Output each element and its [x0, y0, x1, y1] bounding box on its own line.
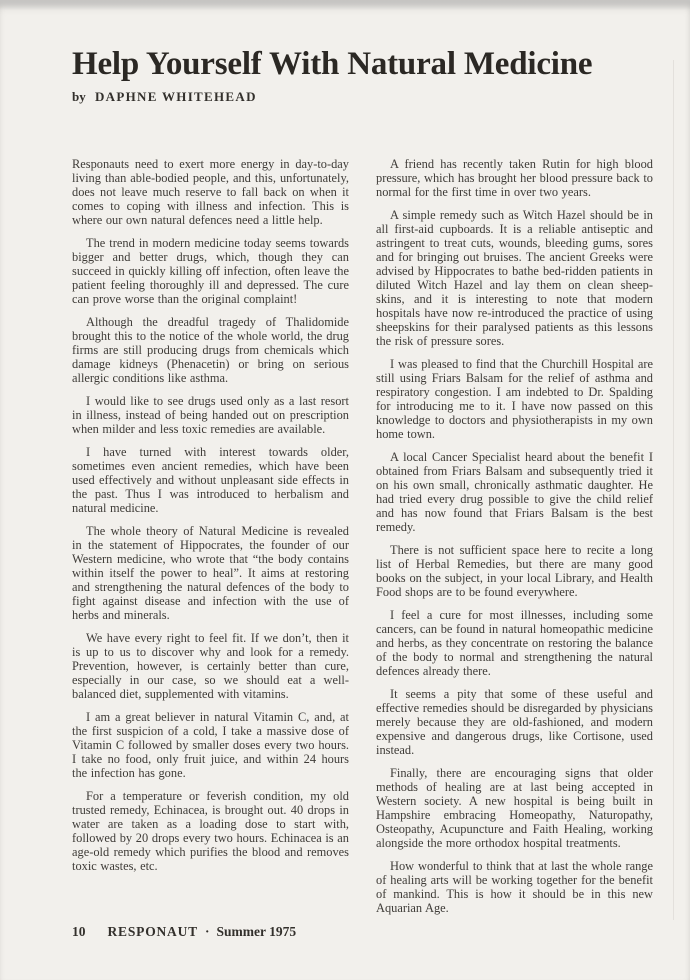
journal-name: RESPONAUT [107, 924, 198, 939]
article-body [72, 157, 690, 915]
paragraph: Responauts need to exert more energy in day-to-day living than able-bodied people, and this, unfortunately, does not leave much reserve to fall back on when it comes to coping with illness and infection. This is where our own natural defences need a little help. [72, 157, 349, 228]
paragraph: A friend has recently taken Rutin for high blood pressure, which has brought her blood pressure back to normal for the first time in over two years. [376, 157, 653, 200]
article-title: Help Yourself With Natural Medicine [72, 46, 593, 82]
paragraph: The trend in modern medicine today seems towards bigger and better drugs, which, though they can succeed in quickly killing off infection, often leave the patient feeling thoroughly ill and depressed. The cure can prove worse than the original complaint! [72, 236, 349, 307]
byline-prefix: by [72, 89, 86, 105]
issue-date: Summer 1975 [216, 924, 297, 939]
paragraph: A local Cancer Specialist heard about the benefit I obtained from Friars Balsam and subsequently tried it on his own small, chronically asthmatic daughter. He had tried every drug possible to give the child relief and has now found that Friars Balsam is the best remedy. [376, 450, 653, 535]
paragraph: For a temperature or feverish condition, my old trusted remedy, Echinacea, is brought out. 40 drops in water are taken as a loading dose to start with, followed by 20 drops every two hours. Echinacea is an age-old remedy which purifies the blood and removes toxic wastes, etc. [72, 789, 349, 874]
column-left [72, 157, 349, 915]
paragraph: It seems a pity that some of these useful and effective remedies should be disregarded by physicians merely because they are old-fashioned, and modern expensive and dangerous drugs, like Cortisone, used instead. [376, 687, 653, 758]
paragraph: The whole theory of Natural Medicine is revealed in the statement of Hippocrates, the founder of our Western medicine, who wrote that “the body contains within itself the power to heal”. It aims at restoring and strengthening the natural defences of the body to fight against disease and infection with the use of herbs and minerals. [72, 524, 349, 623]
footer-separator: · [204, 924, 210, 939]
paragraph: How wonderful to think that at last the whole range of healing arts will be working together for the benefit of mankind. This is how it should be in this new Aquarian Age. [376, 859, 653, 916]
paragraph: I was pleased to find that the Churchill Hospital are still using Friars Balsam for the relief of asthma and respiratory congestion. I am indebted to Dr. Spalding for introducing me to it. I have now passed on this knowledge to doctors and physiotherapists in my own home town. [376, 357, 653, 442]
paragraph: We have every right to feel fit. If we don’t, then it is up to us to discover why and look for a remedy. Prevention, however, is certainly better than cure, especially in our case, so we should eat a well-balanced diet, supplemented with vitamins. [72, 631, 349, 702]
paragraph: Finally, there are encouraging signs that older methods of healing are at last being accepted in Western society. A new hospital is being built in Hampshire embracing Homeopathy, Naturopathy, Osteopathy, Acupuncture and Faith Healing, working alongside the more orthodox hospital treatments. [376, 766, 653, 851]
byline-author: DAPHNE WHITEHEAD [94, 89, 257, 105]
paragraph: There is not sufficient space here to recite a long list of Herbal Remedies, but there are many good books on the subject, in your local Library, and Health Food shops are to be found everywhere. [376, 543, 653, 600]
column-right [376, 157, 653, 915]
page-footer [72, 924, 296, 940]
paragraph: I am a great believer in natural Vitamin C, and, at the first suspicion of a cold, I take a massive dose of Vitamin C followed by smaller doses every two hours. I take no food, only fruit juice, and within 24 hours the infection has gone. [72, 710, 349, 781]
paragraph: I would like to see drugs used only as a last resort in illness, instead of being handed out on prescription when milder and less toxic remedies are available. [72, 394, 349, 437]
page-number: 10 [72, 924, 86, 939]
paragraph: Although the dreadful tragedy of Thalidomide brought this to the notice of the whole world, the drug firms are still producing drugs from chemicals which damage kidneys (Phenacetin) or bring on serious allergic conditions like asthma. [72, 315, 349, 386]
paragraph: I feel a cure for most illnesses, including some cancers, can be found in natural homeopathic medicine and herbs, as they concentrate on restoring the balance of the body to normal and strengthening the natural defences already there. [376, 608, 653, 679]
paragraph: A simple remedy such as Witch Hazel should be in all first-aid cupboards. It is a reliable antiseptic and astringent to treat cuts, wounds, bleeding gums, sores and for bringing out bruises. The ancient Greeks were advised by Hippocrates to bathe bed-ridden patients in diluted Witch Hazel and lay them on clean sheep-skins, and it is interesting to note that modern hospitals have now re-introduced the practice of using sheepskins for their paralysed patients as this lessons the risk of pressure sores. [376, 208, 653, 349]
paragraph: I have turned with interest towards older, sometimes even ancient remedies, which have been used effectively and without unpleasant side effects in the past. Thus I was introduced to herbalism and natural medicine. [72, 445, 349, 516]
byline [72, 89, 690, 105]
